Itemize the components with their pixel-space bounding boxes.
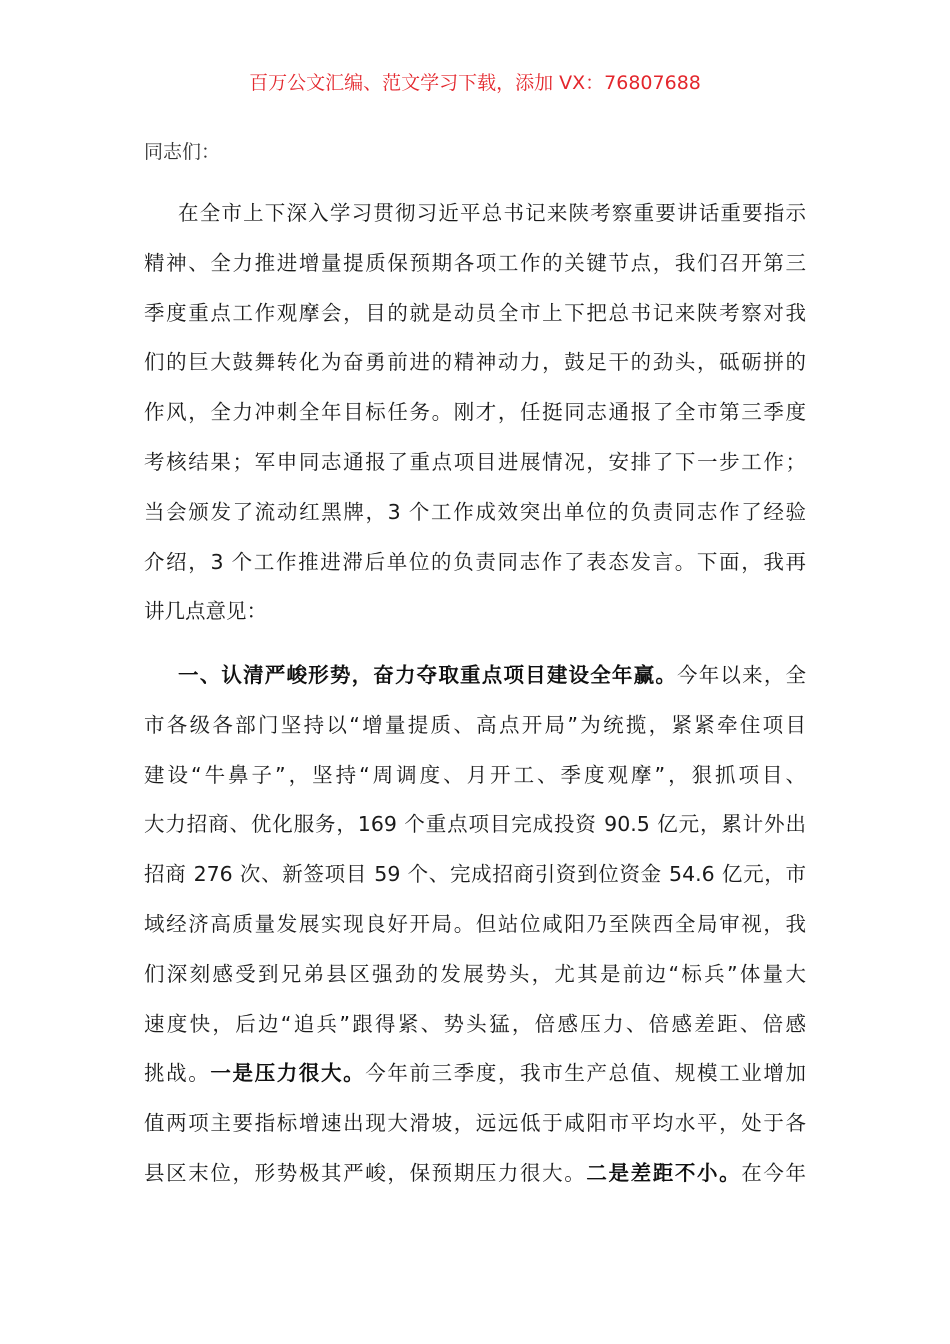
bold-text: 二是差距不小。	[586, 1160, 742, 1185]
text-segment: 县区末位，形势极其严峻，保预期压力很大。	[144, 1160, 587, 1185]
text-line	[144, 811, 806, 861]
text-segment: 速度快，后边“追兵”跟得紧、势头猛，倍感压力、倍感差距、倍感	[144, 1011, 806, 1036]
text-segment: 考核结果；军申同志通报了重点项目进展情况，安排了下一步工作；	[144, 449, 806, 474]
watermark-header: 百万公文汇编、范文学习下载，添加 VX：76807688	[249, 72, 701, 94]
text-line	[144, 911, 806, 961]
text-segment: 介绍，3 个工作推进滞后单位的负责同志作了表态发言。下面，我再	[144, 549, 806, 574]
text-line	[144, 1160, 806, 1210]
text-segment: 大力招商、优化服务，169 个重点项目完成投资 90.5 亿元，累计外出	[144, 812, 806, 837]
text-segment: 挑战。	[144, 1061, 211, 1086]
text-segment: 建设“牛鼻子”，坚持“周调度、月开工、季度观摩”，狠抓项目、	[144, 762, 806, 787]
text-line	[144, 399, 806, 449]
text-segment: 讲几点意见：	[144, 599, 267, 624]
greeting: 同志们：	[144, 141, 221, 163]
text-line	[144, 549, 806, 599]
text-segment: 值两项主要指标增速出现大滑坡，远远低于咸阳市平均水平，处于各	[144, 1111, 806, 1136]
text-segment: 们的巨大鼓舞转化为奋勇前进的精神动力，鼓足干的劲头，砥砺拼的	[144, 350, 806, 375]
text-segment: 今年前三季度，我市生产总值、规模工业增加	[365, 1061, 807, 1086]
text-line	[144, 499, 806, 549]
text-line	[144, 200, 806, 250]
text-segment: 市各级各部门坚持以“增量提质、高点开局”为统揽，紧紧牵住项目	[144, 712, 806, 737]
text-line	[144, 300, 806, 350]
text-segment: 招商 276 次、新签项目 59 个、完成招商引资到位资金 54.6 亿元，市	[144, 862, 806, 887]
paragraph-section-one	[144, 662, 806, 1210]
text-segment: 们深刻感受到兄弟县区强劲的发展势头，尤其是前边“标兵”体量大	[144, 961, 806, 986]
text-line	[144, 662, 806, 712]
text-segment: 精神、全力推进增量提质保预期各项工作的关键节点，我们召开第三	[144, 250, 806, 275]
text-segment: 域经济高质量发展实现良好开局。但站位咸阳乃至陕西全局审视，我	[144, 911, 806, 936]
text-line	[144, 712, 806, 762]
text-segment: 作风，全力冲刺全年目标任务。刚才，任挺同志通报了全市第三季度	[144, 400, 806, 425]
text-segment: 在今年	[741, 1160, 807, 1185]
bold-text: 一、认清严峻形势，奋力夺取重点项目建设全年赢。	[178, 663, 678, 687]
text-segment: 季度重点工作观摩会，目的就是动员全市上下把总书记来陕考察对我	[144, 300, 806, 325]
text-line	[144, 861, 806, 911]
text-segment: 今年以来，全	[677, 663, 807, 687]
paragraph-intro	[144, 200, 806, 648]
text-line	[144, 1060, 806, 1110]
text-line	[144, 1110, 806, 1160]
bold-text: 一是压力很大。	[210, 1061, 366, 1086]
text-line	[144, 762, 806, 812]
text-line	[144, 349, 806, 399]
text-line	[144, 598, 806, 648]
text-line	[144, 1011, 806, 1061]
text-line	[144, 250, 806, 300]
text-line	[144, 449, 806, 499]
text-segment: 当会颁发了流动红黑牌，3 个工作成效突出单位的负责同志作了经验	[144, 499, 806, 524]
text-segment: 在全市上下深入学习贯彻习近平总书记来陕考察重要讲话重要指示	[178, 201, 806, 225]
text-line	[144, 961, 806, 1011]
